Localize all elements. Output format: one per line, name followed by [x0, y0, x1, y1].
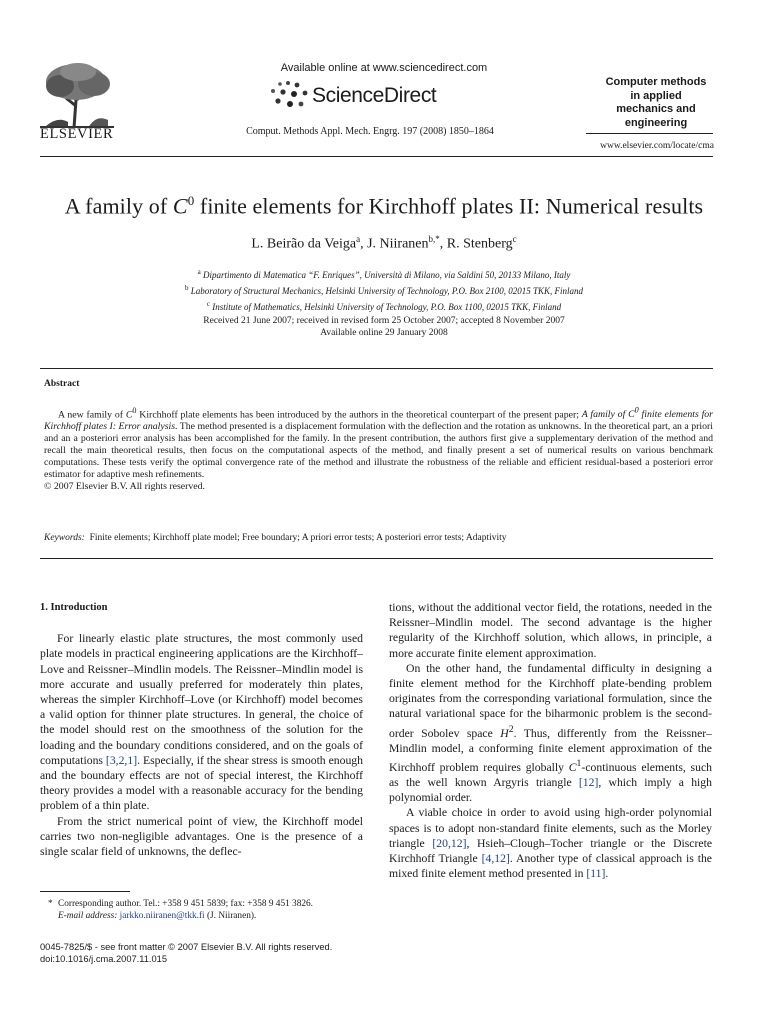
journal-title-line: Computer methods — [605, 76, 707, 88]
abstract-copyright: © 2007 Elsevier B.V. All rights reserved. — [44, 480, 205, 492]
body-paragraph — [40, 631, 363, 813]
affiliation-item — [0, 266, 768, 282]
body-text: For linearly elastic plate structures, the most commonly used plate models in practical engineering applications are the Kirchhoff–Love and Reissner–Mindlin models. The Reissner–Mindlin model is more accurate and usually preferred for moderately thin plates, whereas the simpler Kirchhoff–Love (or Kirchhoff) model becomes a valid option for thinner plate structures. In general, the choice of the model should rest on the smoothness of the solution for the loading and the boundary conditions considered, and on the goals of computations — [40, 632, 363, 767]
title-text-pre: A family of — [64, 193, 173, 219]
footnote-email-line — [40, 911, 370, 923]
affiliation-text: Laboratory of Structural Mechanics, Helsinki University of Technology, P.O. Box 2100, 02015 TKK, Finland — [190, 285, 583, 296]
received-dates: Received 21 June 2007; received in revised form 25 October 2007; accepted 8 November 2007 — [203, 316, 565, 326]
email-owner: (J. Niiranen). — [206, 910, 257, 921]
footnote-contact-line — [40, 899, 370, 911]
affiliation-mark: c — [206, 299, 211, 308]
body-column-left — [40, 600, 363, 859]
affiliation-mark: a — [197, 268, 201, 276]
body-math-sup: 1 — [576, 757, 582, 769]
body-text: -continuous elements, such as the well known Argyris triangle — [389, 760, 712, 790]
abstract-ref-math-sup: 0 — [634, 406, 639, 415]
citation-link[interactable]: [20,12] — [432, 836, 467, 850]
keywords — [44, 533, 713, 543]
journal-url-link[interactable]: www.elsevier.com/locate/cma — [600, 141, 714, 151]
abstract-text: A new family of — [58, 409, 126, 421]
abstract-text: . The method presented is a displacement formulation with the deflection and the rotation as unknowns. In the theoretical part, an a priori and an a posteriori error analysis has been accomplished for the family. In the present contribution, the authors first give a supplementary derivation of the method and recall the main theoretical results, then focus on the computational aspects of the method, and finally present a set of numerical results on various benchmark computations. These tests verify the optimal convergence rate of the method and illustrate the robustness of the reliable and efficient residual-based a posteriori error estimator for adaptive mesh refinements. — [44, 421, 713, 481]
affiliation-list — [0, 266, 768, 313]
title-math-sup: 0 — [187, 193, 195, 208]
citation-link[interactable]: [4,12] — [481, 852, 510, 866]
body-text: . Thus, differently from the Reissner–Mindlin model, a conforming finite element approximation of the Kirchhoff problem requires globally — [389, 726, 712, 774]
journal-title — [593, 76, 719, 130]
citation-link[interactable]: [11] — [586, 867, 606, 881]
citation-link[interactable]: [3,2,1] — [105, 753, 138, 767]
publisher-name: ELSEVIER — [40, 126, 114, 142]
abstract-bottom-divider — [40, 558, 713, 559]
corresponding-author-footnote — [40, 899, 370, 923]
keywords-text: Finite elements; Kirchhoff plate model; Free boundary; A priori error tests; A posteriori error tests; Adaptivity — [89, 533, 507, 543]
publication-dates — [0, 315, 768, 339]
doi-link[interactable]: doi:10.1016/j.cma.2007.11.015 — [40, 954, 167, 964]
body-math-sup: 2 — [508, 723, 514, 735]
author-affiliation-mark: a — [356, 234, 361, 244]
footnote-mark: * — [48, 899, 53, 909]
author-name[interactable]: R. Stenberg — [446, 236, 513, 252]
header-divider — [40, 156, 713, 157]
title-text-post: finite elements for Kirchhoff plates II: Numerical results — [194, 193, 704, 219]
journal-reference: Comput. Methods Appl. Mech. Engrg. 197 (2008) 1850–1864 — [246, 126, 494, 137]
author-name[interactable]: L. Beirão da Veiga — [251, 236, 357, 252]
email-link[interactable]: jarkko.niiranen@tkk.fi — [119, 910, 205, 921]
footnote-divider — [40, 891, 130, 892]
body-paragraph — [389, 805, 712, 881]
body-column-right — [389, 600, 712, 881]
abstract-ref-text: A family of — [581, 409, 629, 421]
sciencedirect-logo-text: ScienceDirect — [312, 84, 437, 107]
author-name[interactable]: J. Niiranen — [367, 236, 429, 252]
abstract-math-c: C — [125, 409, 133, 421]
body-math-h: H — [500, 726, 509, 740]
abstract-heading: Abstract — [44, 379, 80, 389]
email-label: E-mail address: — [58, 910, 118, 921]
title-math-c: C — [172, 193, 188, 219]
available-online-text: Available online at www.sciencedirect.com — [280, 62, 488, 74]
journal-title-divider — [586, 133, 713, 134]
abstract-ref-text: finite elements for Kirchhoff plates I: Error analysis — [44, 409, 713, 433]
body-text: On the other hand, the fundamental difficulty in designing a finite element method for the Kirchhoff plate-bending problem originates from the corresponding variational formulation, since the natural variational space for the biharmonic problem is the second-order Sobolev space — [389, 661, 712, 740]
journal-title-line: engineering — [624, 116, 688, 129]
citation-link[interactable]: [12] — [578, 776, 599, 790]
body-paragraph — [389, 661, 712, 806]
journal-title-line: mechanics and — [616, 103, 696, 115]
abstract-ref-math-c: C — [628, 409, 635, 421]
abstract-top-divider — [40, 368, 713, 369]
body-text: , Hsieh–Clough–Tocher triangle or the Discrete Kirchhoff Triangle — [389, 836, 713, 866]
abstract-body — [44, 405, 713, 493]
available-online-date: Available online 29 January 2008 — [320, 328, 448, 338]
section-heading: 1. Introduction — [40, 602, 108, 613]
affiliation-text: Dipartimento di Matematica “F. Enriques”, Università di Milano, via Saldini 50, 20133 Milano, Italy — [203, 270, 571, 280]
keywords-label: Keywords: — [44, 533, 85, 543]
affiliation-mark: b — [185, 283, 189, 292]
body-text: , which imply a high polynomial order. — [389, 776, 712, 805]
affiliation-item — [0, 282, 768, 298]
body-text: . Another type of classical approach is the mixed finite element method presented in — [389, 852, 712, 881]
affiliation-text: Institute of Mathematics, Helsinki University of Technology, P.O. Box 1100, 02015 TKK, Finland — [212, 301, 562, 312]
footnote-contact: Corresponding author. Tel.: +358 9 451 5839; fax: +358 9 451 3826. — [58, 899, 313, 909]
body-text: . Especially, if the shear stress is smooth enough and the boundary effects are not of special interest, the Kirchhoff theory provides a model with a reasonable accuracy for the bending problem of a thin plate. — [40, 753, 363, 813]
front-matter-notice: 0045-7825/$ - see front matter © 2007 Elsevier B.V. All rights reserved. — [40, 942, 333, 952]
body-paragraph: tions, without the additional vector field, the rotations, needed in the Reissner–Mindlin model. The second advantage is the higher regularity of the Kirchhoff solution, which allows, in principle, a more accurate finite element approximation. — [389, 601, 712, 660]
journal-title-line: in applied — [630, 89, 682, 102]
sciencedirect-dots-icon — [266, 80, 310, 110]
body-text: . — [605, 867, 609, 881]
affiliation-item — [0, 298, 768, 314]
abstract-text: Kirchhoff plate elements has been introduced by the authors in the theoretical counterpart of the present paper; — [136, 409, 582, 421]
author-affiliation-mark: b,* — [428, 234, 440, 244]
author-separator: , — [360, 236, 368, 252]
body-text: A viable choice in order to avoid using high-order polynomial spaces is to adopt non-standard finite elements, such as the Morley triangle — [389, 806, 712, 850]
body-math-c: C — [568, 760, 577, 774]
author-separator: , — [439, 236, 447, 252]
author-affiliation-mark: c — [512, 234, 517, 244]
paper-title — [0, 193, 768, 219]
abstract-paragraph — [44, 405, 713, 481]
body-paragraph: From the strict numerical point of view, the Kirchhoff model carries two non-negligible advantages. One is the presence of a single scalar field of unknowns, the deflec- — [40, 814, 363, 859]
author-list — [0, 234, 768, 253]
abstract-math-sup: 0 — [132, 406, 137, 415]
page-footer — [40, 941, 400, 965]
